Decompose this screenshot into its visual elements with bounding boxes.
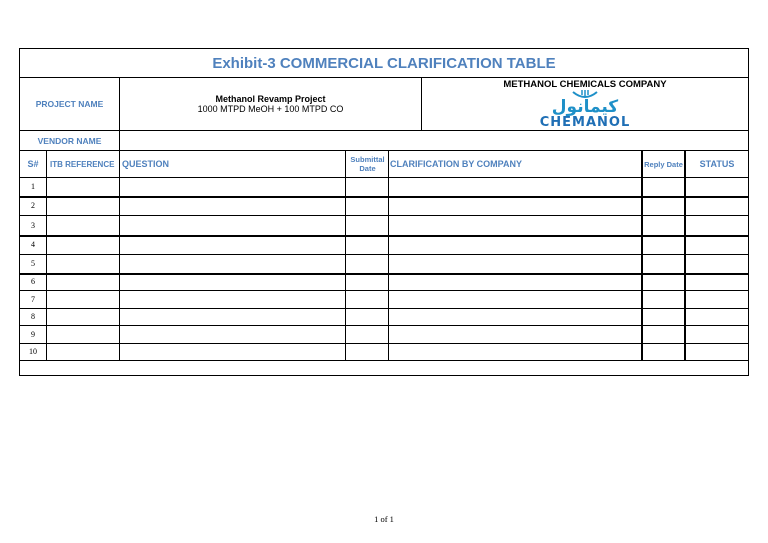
document-title: Exhibit-3 COMMERCIAL CLARIFICATION TABLE bbox=[20, 49, 748, 78]
status-cell[interactable] bbox=[686, 308, 748, 325]
status-cell[interactable] bbox=[686, 273, 748, 290]
status-cell[interactable] bbox=[686, 235, 748, 254]
project-name: Methanol Revamp Project bbox=[215, 94, 326, 104]
row-number: 2 bbox=[31, 201, 35, 210]
itb-cell[interactable] bbox=[47, 196, 119, 215]
submittal-date-cell[interactable] bbox=[346, 343, 388, 360]
col-header-itb: ITB REFERENCE bbox=[50, 159, 115, 169]
col-header-clarification: CLARIFICATION BY COMPANY bbox=[390, 159, 522, 169]
reply-date-cell[interactable] bbox=[643, 215, 684, 235]
col-header-status: STATUS bbox=[699, 159, 735, 169]
question-cell[interactable] bbox=[120, 235, 345, 254]
itb-cell[interactable] bbox=[47, 235, 119, 254]
reply-date-cell[interactable] bbox=[643, 308, 684, 325]
itb-cell[interactable] bbox=[47, 273, 119, 290]
vendor-name-label: VENDOR NAME bbox=[37, 135, 102, 146]
status-cell[interactable] bbox=[686, 177, 748, 196]
clarification-cell[interactable] bbox=[389, 254, 641, 273]
question-cell[interactable] bbox=[120, 177, 345, 196]
clarification-cell[interactable] bbox=[389, 273, 641, 290]
submittal-date-cell[interactable] bbox=[346, 235, 388, 254]
clarification-cell[interactable] bbox=[389, 177, 641, 196]
reply-date-cell[interactable] bbox=[643, 177, 684, 196]
clarification-sheet bbox=[19, 48, 749, 376]
itb-cell[interactable] bbox=[47, 177, 119, 196]
submittal-date-cell[interactable] bbox=[346, 290, 388, 308]
question-cell[interactable] bbox=[120, 273, 345, 290]
submittal-date-cell[interactable] bbox=[346, 273, 388, 290]
page-number: 1 of 1 bbox=[374, 514, 394, 524]
status-cell[interactable] bbox=[686, 290, 748, 308]
row-number: 3 bbox=[31, 220, 35, 230]
clarification-cell[interactable] bbox=[389, 290, 641, 308]
row-number: 8 bbox=[31, 312, 35, 321]
itb-cell[interactable] bbox=[47, 325, 119, 343]
row-number: 4 bbox=[31, 240, 35, 249]
company-block bbox=[422, 78, 748, 130]
question-cell[interactable] bbox=[120, 254, 345, 273]
status-cell[interactable] bbox=[686, 343, 748, 360]
question-cell[interactable] bbox=[120, 215, 345, 235]
logo-english-text: CHEMANOL bbox=[539, 115, 631, 130]
row-number: 10 bbox=[29, 347, 37, 356]
reply-date-cell[interactable] bbox=[643, 235, 684, 254]
col-header-question: QUESTION bbox=[122, 159, 170, 169]
question-cell[interactable] bbox=[120, 196, 345, 215]
row-number: 1 bbox=[31, 182, 35, 191]
submittal-date-cell[interactable] bbox=[346, 254, 388, 273]
company-name: METHANOL CHEMICALS COMPANY bbox=[503, 79, 667, 90]
itb-cell[interactable] bbox=[47, 215, 119, 235]
reply-date-cell[interactable] bbox=[643, 196, 684, 215]
row-number: 5 bbox=[31, 259, 35, 268]
question-cell[interactable] bbox=[120, 290, 345, 308]
itb-cell[interactable] bbox=[47, 308, 119, 325]
status-cell[interactable] bbox=[686, 215, 748, 235]
project-name-value bbox=[120, 78, 421, 130]
row-number: 9 bbox=[31, 329, 35, 339]
project-capacity: 1000 MTPD MeOH + 100 MTPD CO bbox=[197, 104, 344, 114]
submittal-date-cell[interactable] bbox=[346, 177, 388, 196]
reply-date-cell[interactable] bbox=[643, 343, 684, 360]
submittal-date-cell[interactable] bbox=[346, 325, 388, 343]
submittal-date-cell[interactable] bbox=[346, 196, 388, 215]
clarification-cell[interactable] bbox=[389, 308, 641, 325]
status-cell[interactable] bbox=[686, 196, 748, 215]
row-number: 7 bbox=[31, 294, 35, 304]
question-cell[interactable] bbox=[120, 325, 345, 343]
clarification-cell[interactable] bbox=[389, 196, 641, 215]
col-header-submittal-date: Submittal Date bbox=[350, 155, 385, 173]
vendor-name-field[interactable] bbox=[120, 131, 748, 150]
clarification-cell[interactable] bbox=[389, 343, 641, 360]
row-number: 6 bbox=[31, 277, 35, 286]
clarification-cell[interactable] bbox=[389, 235, 641, 254]
col-header-reply-date: Reply Date bbox=[644, 159, 683, 169]
question-cell[interactable] bbox=[120, 308, 345, 325]
itb-cell[interactable] bbox=[47, 343, 119, 360]
status-cell[interactable] bbox=[686, 254, 748, 273]
question-cell[interactable] bbox=[120, 343, 345, 360]
reply-date-cell[interactable] bbox=[643, 290, 684, 308]
project-name-label: PROJECT NAME bbox=[35, 99, 104, 109]
logo-arabic-text: كيمانول bbox=[551, 97, 619, 117]
itb-cell[interactable] bbox=[47, 290, 119, 308]
clarification-cell[interactable] bbox=[389, 215, 641, 235]
submittal-date-cell[interactable] bbox=[346, 215, 388, 235]
reply-date-cell[interactable] bbox=[643, 273, 684, 290]
clarification-cell[interactable] bbox=[389, 325, 641, 343]
status-cell[interactable] bbox=[686, 325, 748, 343]
chemanol-logo bbox=[422, 90, 748, 129]
submittal-date-cell[interactable] bbox=[346, 308, 388, 325]
col-header-sn: S# bbox=[27, 159, 39, 169]
itb-cell[interactable] bbox=[47, 254, 119, 273]
reply-date-cell[interactable] bbox=[643, 254, 684, 273]
reply-date-cell[interactable] bbox=[643, 325, 684, 343]
